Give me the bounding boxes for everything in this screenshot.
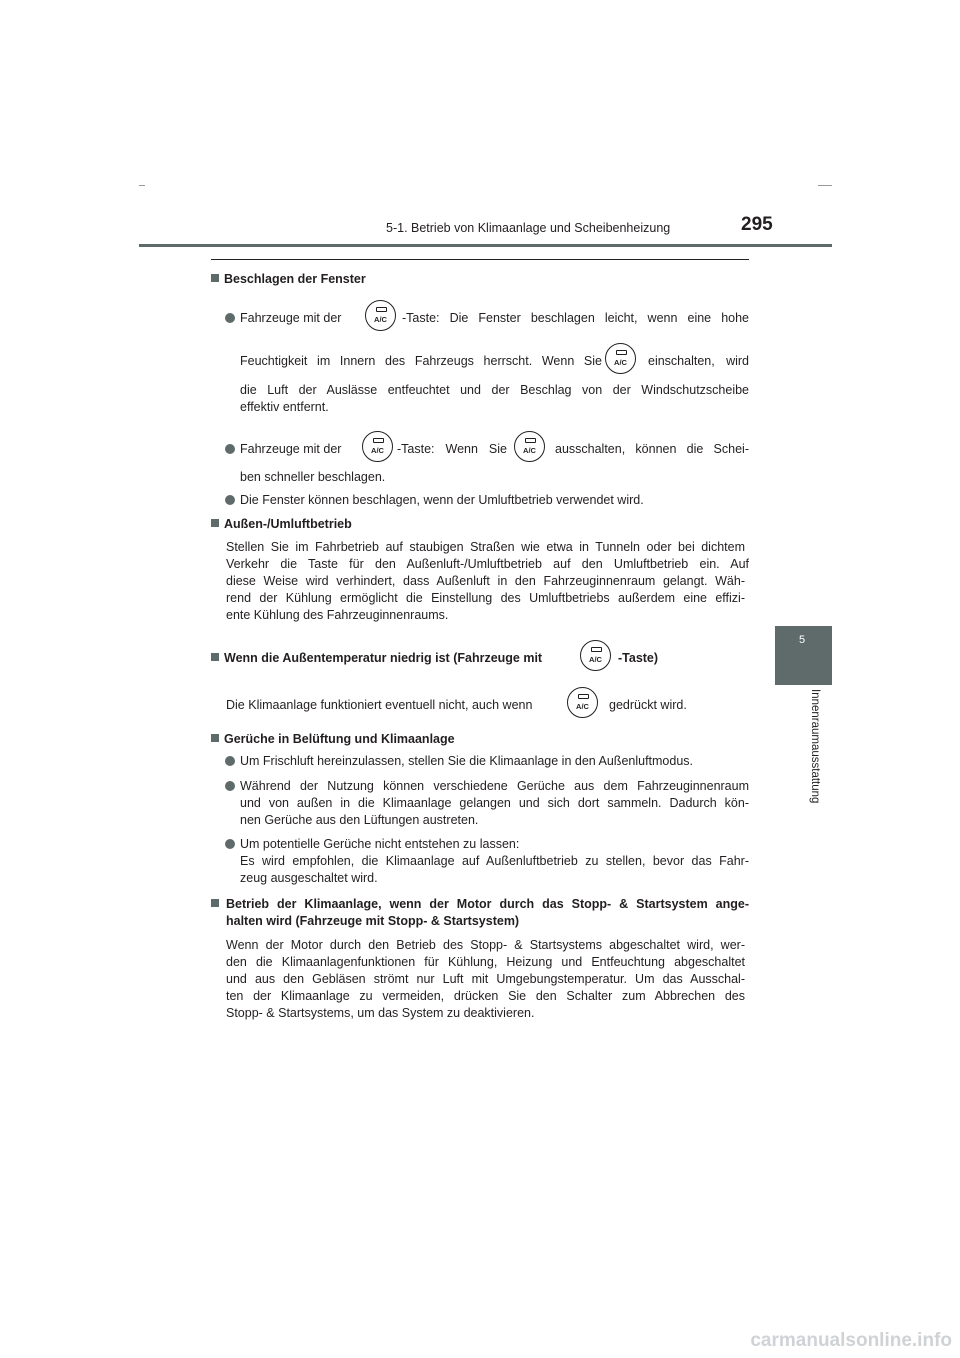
bullet-dot-icon <box>225 839 235 849</box>
text-line: rend der Kühlung ermöglicht die Einstellung des Umluftbetriebs außerdem eine effizi- <box>226 591 745 605</box>
text-line: nen Gerüche aus den Lüftungen austreten. <box>240 813 479 827</box>
square-bullet-icon <box>211 274 219 282</box>
text-line: Es wird empfohlen, die Klimaanlage auf Außenluftbetrieb zu stellen, bevor das Fahr- <box>240 854 749 868</box>
text-line: effektiv entfernt. <box>240 400 329 414</box>
heading-low-temperature: Wenn die Außentemperatur niedrig ist (Fahrzeuge mit <box>211 650 542 667</box>
ac-button-icon: A/C <box>605 343 636 374</box>
fogging-bullet-1: Fahrzeuge mit der <box>226 310 749 327</box>
section-rule <box>211 259 749 260</box>
page-number: 295 <box>741 214 773 235</box>
ac-button-icon: A/C <box>567 687 598 718</box>
text-line: den die Klimaanlagenfunktionen für Kühlung, Heizung und Entfeuchtung abgeschaltet <box>226 955 745 969</box>
header-title: 5-1. Betrieb von Klimaanlage und Scheibenheizung <box>386 221 671 235</box>
odors-bullet-1: Um Frischluft hereinzulassen, stellen Sie die Klimaanlage in den Außenluftmodus. <box>226 753 693 770</box>
text-line: ausschalten, können die Schei- <box>555 442 749 456</box>
fogging-bullet-2: Fahrzeuge mit der <box>226 441 341 458</box>
ac-button-icon: A/C <box>365 300 396 331</box>
text-line: gedrückt wird. <box>609 698 687 712</box>
header-rule <box>139 244 832 247</box>
text-line: Die Klimaanlage funktioniert eventuell nicht, auch wenn <box>226 698 533 712</box>
heading-text: Betrieb der Klimaanlage, wenn der Motor durch das Stopp- & Startsystem ange- <box>226 897 749 911</box>
text-line: und aus den Gebläsen strömt nur Luft mit Umgebungstemperatur. Um das Ausschal- <box>226 972 745 986</box>
text-line: zeug ausgeschaltet wird. <box>240 871 378 885</box>
square-bullet-icon <box>211 653 219 661</box>
crop-mark-left <box>139 185 145 186</box>
heading-fogging: Beschlagen der Fenster <box>211 271 366 288</box>
crop-mark-right <box>818 185 832 186</box>
text-line: und von außen in die Klimaanlage gelangen und sich dort sammeln. Dadurch kön- <box>240 796 749 810</box>
bullet-dot-icon <box>225 313 235 323</box>
chapter-number: 5 <box>799 634 806 646</box>
ac-button-icon: A/C <box>514 431 545 462</box>
text-line: Wenn der Motor durch den Betrieb des Stopp- & Startsystems abgeschaltet wird, wer- <box>226 938 745 952</box>
bullet-dot-icon <box>225 495 235 505</box>
text-line: ben schneller beschlagen. <box>240 470 386 484</box>
bullet-dot-icon <box>225 756 235 766</box>
text-line: einschalten, wird <box>648 354 749 368</box>
ac-button-icon: A/C <box>580 640 611 671</box>
chapter-label: Innenraumausstattung <box>809 689 821 804</box>
ac-button-icon: A/C <box>362 431 393 462</box>
text-line: die Luft der Auslässe entfeuchtet und der Beschlag von der Windschutzscheibe <box>240 383 749 397</box>
square-bullet-icon <box>211 734 219 742</box>
heading-recirculation: Außen-/Umluftbetrieb <box>211 516 352 533</box>
heading-text: -Taste) <box>618 651 659 665</box>
watermark: carmanualsonline.info <box>750 1330 952 1351</box>
chapter-tab[interactable] <box>775 626 832 685</box>
text-line: -Taste: Die Fenster beschlagen leicht, wenn eine hohe <box>402 311 749 325</box>
square-bullet-icon <box>211 899 219 907</box>
text-line: Verkehr die Taste für den Außenluft-/Umluftbetrieb auf den Umluftbetrieb ein. Auf <box>226 557 749 571</box>
text-line: Um potentielle Gerüche nicht entstehen zu lassen: <box>240 837 520 851</box>
bullet-dot-icon <box>225 781 235 791</box>
bullet-dot-icon <box>225 444 235 454</box>
text-line: diese Weise wird verhindert, dass Außenluft in den Fahrzeuginnenraum gelangt. Wäh- <box>226 574 745 588</box>
text-line: Während der Nutzung können verschiedene Gerüche aus dem Fahrzeuginnenraum <box>240 779 749 793</box>
text-line: ten der Klimaanlage zu vermeiden, drücken Sie den Schalter zum Abbrechen des <box>226 989 745 1003</box>
fogging-bullet-3: Die Fenster können beschlagen, wenn der Umluftbetrieb verwendet wird. <box>226 492 644 509</box>
heading-odors: Gerüche in Belüftung und Klimaanlage <box>211 731 455 748</box>
text-line: -Taste: Wenn Sie <box>397 442 507 456</box>
text-line: Stellen Sie im Fahrbetrieb auf staubigen Straßen wie etwa in Tunneln oder bei dichtem <box>226 540 745 554</box>
text-line: Feuchtigkeit im Innern des Fahrzeugs herrscht. Wenn Sie <box>240 354 602 368</box>
text-line: ente Kühlung des Fahrzeuginnenraums. <box>226 608 449 622</box>
text-line: Stopp- & Startsystems, um das System zu deaktivieren. <box>226 1006 535 1020</box>
chapter-label-box <box>775 685 832 825</box>
heading-text: halten wird (Fahrzeuge mit Stopp- & Startsystem) <box>226 914 520 928</box>
square-bullet-icon <box>211 519 219 527</box>
